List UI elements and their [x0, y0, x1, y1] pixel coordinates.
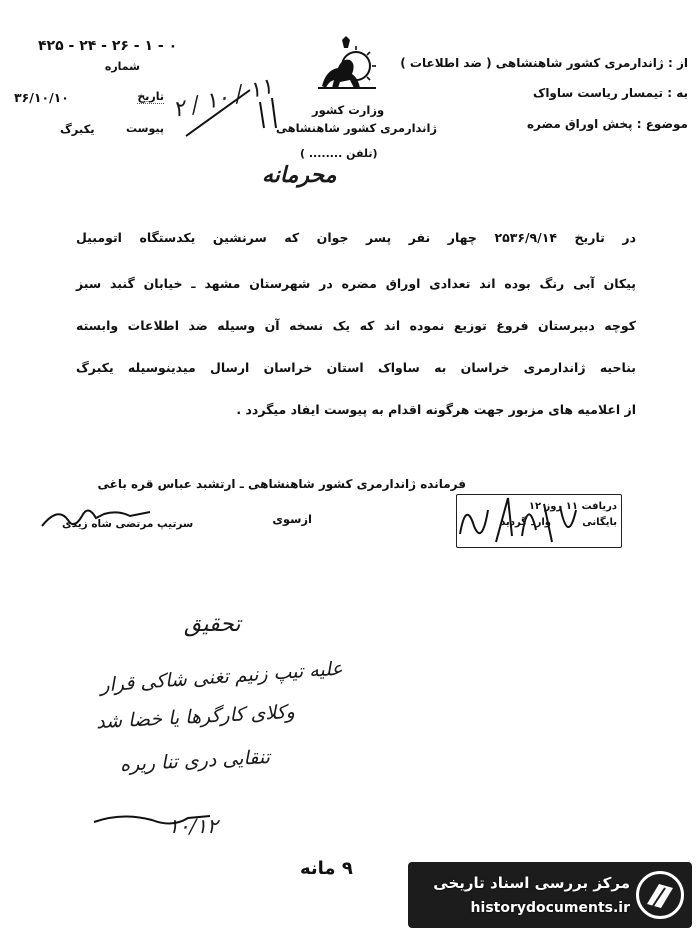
confidential-mark: محرمانه [262, 162, 337, 188]
attachment-label: پیوست [126, 122, 164, 135]
ministry-title: وزارت کشور [312, 103, 385, 117]
letter-number: ۴۲۵ - ۲۴ - ۲۶ - ۱ - ۰ [38, 38, 178, 54]
handwritten-heading: تحقیق [184, 612, 241, 637]
to-line: به : تیمسار ریاست ساواک [533, 86, 688, 100]
receipt-stamp-line-1: دریافت ۱۱ روز ۱۲ [528, 501, 617, 512]
from-line: از : ژاندارمری کشور شاهنشاهی ( ضد اطلاعات ) [400, 56, 688, 70]
margin-scribble [180, 84, 290, 144]
margin-handwritten-date: ۲ / ۱۰ / ۱۱ [170, 74, 276, 123]
attachment-value: یکبرگ [60, 122, 95, 136]
body-line-1: در تاریخ ۲۵۳۶/۹/۱۴ چهار نفر پسر جوان که سرنشین یکدستگاه اتومبیل [76, 230, 636, 245]
bottom-confidential-mark: ۹ مانه [300, 858, 353, 879]
archive-logo-icon [636, 871, 684, 919]
deputy-signature [38, 496, 158, 536]
commander-signature-line: فرمانده ژاندارمری کشور شاهنشاهی ـ ارتشبد عباس قره باغی [97, 477, 466, 491]
lion-and-sun-emblem [312, 34, 382, 98]
handwritten-underline [92, 808, 212, 838]
number-block [38, 38, 228, 73]
phone-line: (تلفن ........ ) [300, 147, 378, 160]
gendarmerie-title: ژاندارمری کشور شاهنشاهی [276, 121, 438, 135]
body-line-5: از اعلامیه های مزبور جهت هرگونه اقدام به پیوست ایفاد میگردد . [236, 402, 636, 417]
date-label: تاریخ [137, 90, 164, 103]
body-line-2: پیکان آبی رنگ بوده اند تعدادی اوراق مضره در شهرستان مشهد ـ خیابان گنبد سبز [76, 276, 636, 291]
subject-line: موضوع : پخش اوراق مضره [526, 117, 688, 131]
handwritten-line-3: تنقایی دری تنا ریره [119, 746, 271, 776]
watermark-url: historydocuments.ir [470, 900, 630, 916]
handwritten-line-2: وکلای کارگرها یا خضا شد [95, 700, 296, 734]
body-line-4: بناحیه ژاندارمری خراسان به ساواک استان خراسان ارسال میدینوسیله یکبرگ [76, 360, 636, 375]
watermark-title: مرکز بررسی اسناد تاریخی [433, 874, 630, 892]
archive-watermark [408, 862, 692, 928]
receipt-stamp-line-2: بایگانی [582, 517, 617, 528]
receipt-stamp-line-3: وارد گردید [500, 517, 551, 528]
number-label: شماره [104, 60, 140, 73]
body-line-3: کوچه دبیرستان فروغ توزیع نموده اند که یک نسخه آن وسیله ضد اطلاعات وابسته [76, 318, 636, 333]
receipt-stamp-scribble [452, 486, 602, 556]
handwritten-line-1: علیه تیپ زنیم تغنی شاکی قرار [99, 657, 344, 697]
on-behalf-label: ازسوی [272, 512, 312, 526]
handwritten-date-mark: ۱۰/۱۲ [168, 814, 218, 838]
deputy-name: سرتیپ مرتضی شاه زیدی [62, 518, 194, 530]
date-value: ۳۶/۱۰/۱۰ [14, 90, 69, 105]
